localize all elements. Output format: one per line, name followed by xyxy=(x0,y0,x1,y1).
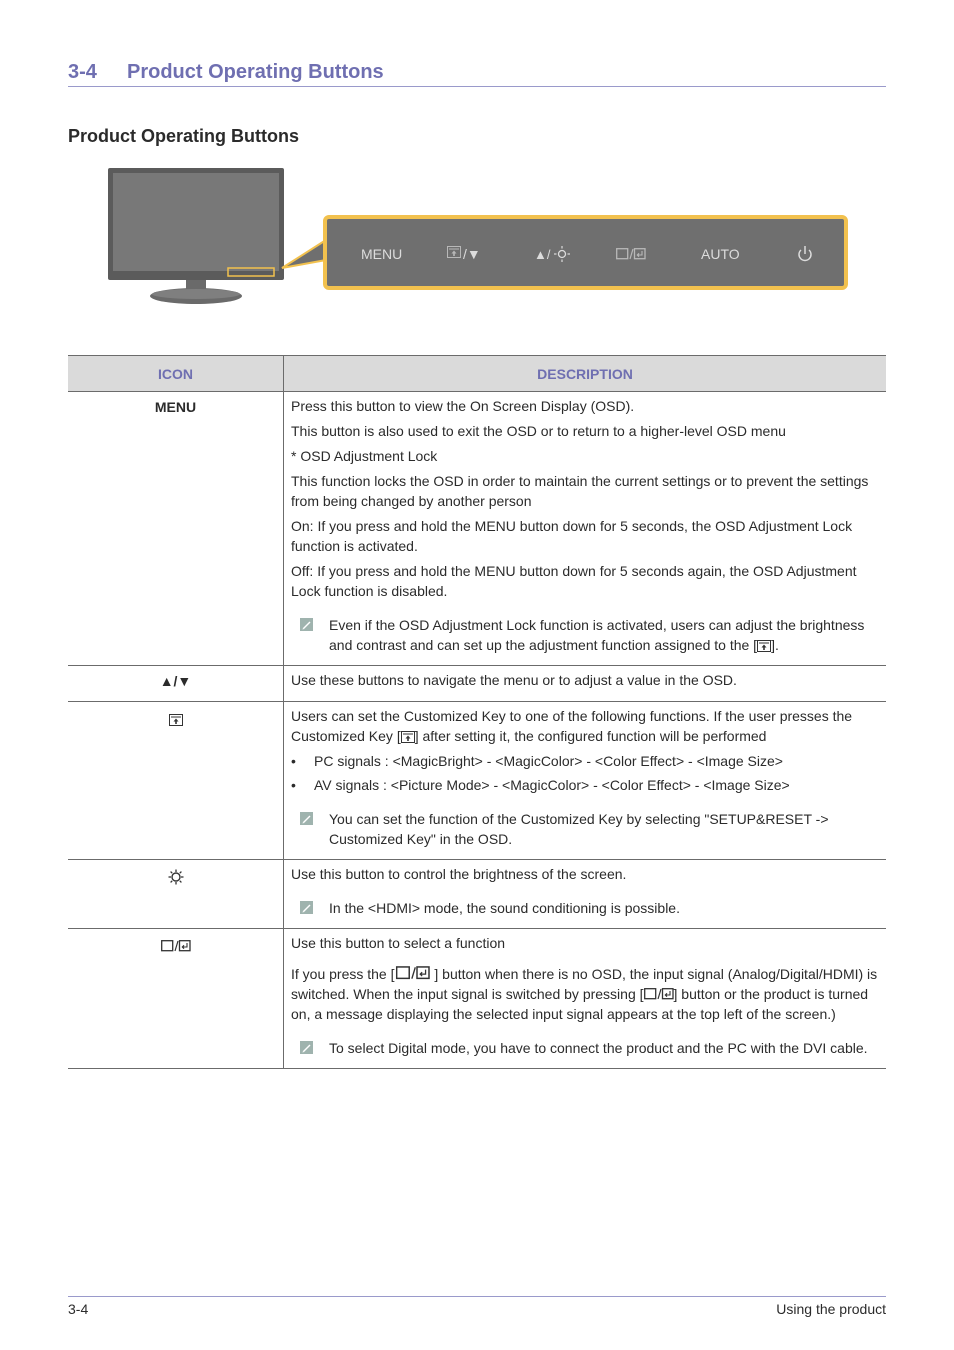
menu-icon-label: MENU xyxy=(68,392,284,666)
note-icon xyxy=(300,812,313,825)
table-row xyxy=(68,702,886,860)
source-enter-icon xyxy=(395,965,431,981)
source-enter-icon xyxy=(161,939,191,953)
buttons-table xyxy=(68,355,886,1069)
table-row xyxy=(68,929,886,1069)
table-header-row xyxy=(68,356,886,392)
note-icon xyxy=(300,618,313,631)
note-icon xyxy=(300,1041,313,1054)
table-row xyxy=(68,392,886,666)
monitor-buttons-illustration xyxy=(104,162,854,312)
custom-text: Users can set the Customized Key to one of the following functions. If the user presses the Customized Key [ xyxy=(291,708,853,744)
section-number: 3-4 xyxy=(68,61,97,83)
brightness-text: Use this button to control the brightness of the screen. xyxy=(291,866,627,882)
list-item: • PC signals : <MagicBright> - <MagicColor> - <Color Effect> - <Image Size> xyxy=(291,751,878,771)
footer-chapter: Using the product xyxy=(776,1301,886,1317)
header-description: DESCRIPTION xyxy=(284,356,887,392)
note xyxy=(291,898,878,918)
panel-label-auto: AUTO xyxy=(701,246,740,262)
table-row xyxy=(68,860,886,929)
menu-description xyxy=(284,392,887,666)
nav-icon-label: ▲/▼ xyxy=(68,666,284,702)
svg-text:▲/: ▲/ xyxy=(534,247,551,262)
list-item: • AV signals : <Picture Mode> - <MagicColor> - <Color Effect> - <Image Size> xyxy=(291,775,878,795)
menu-line: * OSD Adjustment Lock xyxy=(291,448,438,464)
header-icon: ICON xyxy=(68,356,284,392)
source-para-a: If you press the [ xyxy=(291,966,395,982)
custom-icon-cell xyxy=(68,702,284,860)
source-icon-cell xyxy=(68,929,284,1069)
note-text: Even if the OSD Adjustment Lock function is activated, users can adjust the brightness and contrast and can set up the adjustment function assigned to the [ xyxy=(329,617,865,653)
menu-line: Press this button to view the On Screen Display (OSD). xyxy=(291,398,635,414)
note-icon xyxy=(300,901,313,914)
custom-text-end: ] after setting it, the configured function will be performed xyxy=(414,728,767,744)
custom-description xyxy=(284,702,887,860)
source-para-b: ] button when there is no OSD, the input signal (Analog/Digital/HDMI) is switched. When the input signal is switched by pressing [ xyxy=(291,966,878,1002)
source-para-c: ] button or the product is turned on, a message displaying the selected input signal appears at the top left of the screen.) xyxy=(291,986,869,1022)
source-description xyxy=(284,929,887,1069)
brightness-icon-cell xyxy=(68,860,284,929)
monitor-screen xyxy=(113,173,279,271)
menu-line: This button is also used to exit the OSD or to return to a higher-level OSD menu xyxy=(291,423,786,439)
table-row xyxy=(68,666,886,702)
signal-list xyxy=(291,751,878,795)
note-text: In the <HDMI> mode, the sound conditioning is possible. xyxy=(329,900,680,916)
section-title xyxy=(68,61,886,87)
section-title-text: Product Operating Buttons xyxy=(127,61,384,83)
note xyxy=(291,1038,878,1058)
subsection-title: Product Operating Buttons xyxy=(68,126,299,146)
brightness-icon xyxy=(168,869,184,885)
source-text: Use this button to select a function xyxy=(291,935,506,951)
source-enter-icon xyxy=(644,987,674,1001)
customized-key-icon xyxy=(401,731,415,743)
footer-page-number: 3-4 xyxy=(68,1301,89,1317)
callout-pointer xyxy=(282,240,326,268)
menu-line: On: If you press and hold the MENU button down for 5 seconds, the OSD Adjustment Lock function is activated. xyxy=(291,518,853,554)
note-text: You can set the function of the Customized Key by selecting "SETUP&RESET -> Customized Key" in the OSD. xyxy=(329,811,829,847)
menu-line: Off: If you press and hold the MENU button down for 5 seconds again, the OSD Adjustment Lock function is disabled. xyxy=(291,563,857,599)
note-text-end: ]. xyxy=(771,637,779,653)
customized-key-icon xyxy=(757,640,771,652)
page-footer xyxy=(68,1296,886,1317)
panel-label-menu: MENU xyxy=(361,246,403,262)
note-text: To select Digital mode, you have to connect the product and the PC with the DVI cable. xyxy=(329,1040,868,1056)
menu-line: This function locks the OSD in order to maintain the current settings or to prevent the settings from being changed by another person xyxy=(291,473,869,509)
nav-text: Use these buttons to navigate the menu or to adjust a value in the OSD. xyxy=(291,672,737,688)
button-panel xyxy=(325,217,846,288)
brightness-description xyxy=(284,860,887,929)
nav-description xyxy=(284,666,887,702)
note xyxy=(291,809,878,849)
note xyxy=(291,615,878,655)
customized-key-icon xyxy=(169,714,183,726)
svg-text:/▼: /▼ xyxy=(463,246,481,262)
